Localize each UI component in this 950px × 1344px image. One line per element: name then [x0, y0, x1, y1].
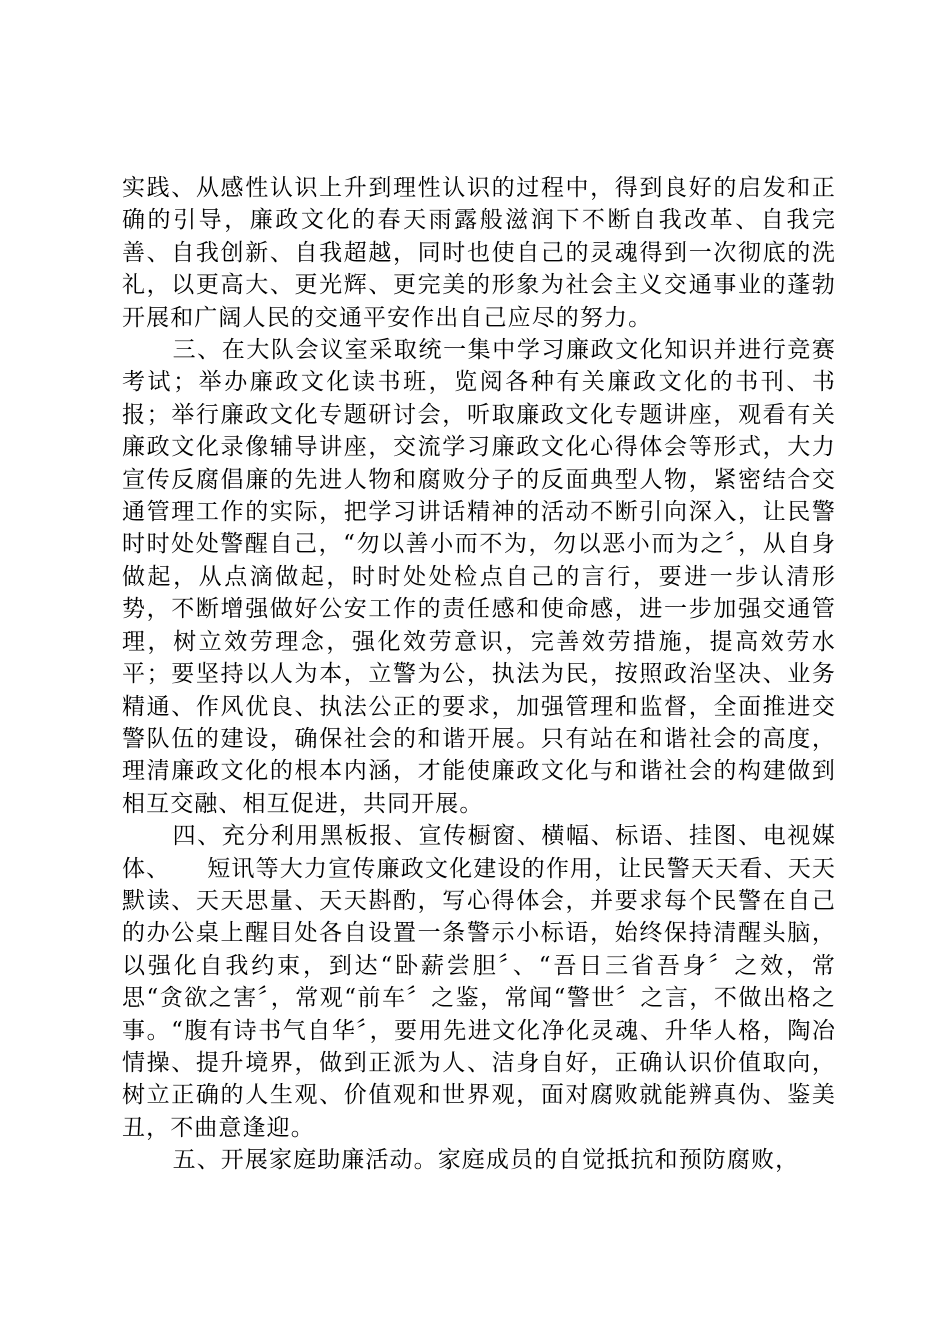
- paragraph-section-four: 四、充分利用黑板报、宣传橱窗、横幅、标语、挂图、电视媒体、 短讯等大力宣传廉政文化建设的作用，让民警天天看、天天默读、天天思量、天天斟酌，写心得体会，并要求每个民警在自己的办公桌上醒目处各自设置一条警示小标语，始终保持清醒头脑，以强化自我约束，到达“卧薪尝胆〞、“吾日三省吾身〞之效，常思“贪欲之害〞，常观“前车〞之鉴，常闻“警世〞之言，不做出格之事。“腹有诗书气自华〞，要用先进文化净化灵魂、升华人格，陶冶情操、提升境界，做到正派为人、洁身自好，正确认识价值取向，树立正确的人生观、价值观和世界观，面对腐败就能辨真伪、鉴美丑，不曲意逢迎。: [122, 823, 836, 1141]
- paragraph-section-three: 三、在大队会议室采取统一集中学习廉政文化知识并进行竞赛考试；举办廉政文化读书班，览阅各种有关廉政文化的书刊、书报；举行廉政文化专题研讨会，听取廉政文化专题讲座，观看有关廉政文化录像辅导讲座，交流学习廉政文化心得体会等形式，大力宣传反腐倡廉的先进人物和腐败分子的反面典型人物，紧密结合交通管理工作的实际，把学习讲话精神的活动不断引向深入，让民警时时处处警醒自己，“勿以善小而不为，勿以恶小而为之〞，从自身做起，从点滴做起，时时处处检点自己的言行，要进一步认清形势，不断增强做好公安工作的责任感和使命感，进一步加强交通管理，树立效劳理念，强化效劳意识，完善效劳措施，提高效劳水平；要坚持以人为本，立警为公，执法为民，按照政治坚决、业务精通、作风优良、执法公正的要求，加强管理和监督，全面推进交警队伍的建设，确保社会的和谐开展。只有站在和谐社会的高度，理清廉政文化的根本内涵，才能使廉政文化与和谐社会的构建做到相互交融、相互促进，共同开展。: [122, 337, 836, 817]
- paragraph-practice-conclusion: 实践、从感性认识上升到理性认识的过程中，得到良好的启发和正确的引导，廉政文化的春天雨露般滋润下不断自我改革、自我完善、自我创新、自我超越，同时也使自己的灵魂得到一次彻底的洗礼，以更高大、更光辉、更完美的形象为社会主义交通事业的蓬勃开展和广阔人民的交通平安作出自己应尽的努力。: [122, 175, 836, 331]
- paragraph-section-five: 五、开展家庭助廉活动。家庭成员的自觉抵抗和预防腐败，: [172, 1147, 800, 1174]
- document-page: [122, 172, 836, 1177]
